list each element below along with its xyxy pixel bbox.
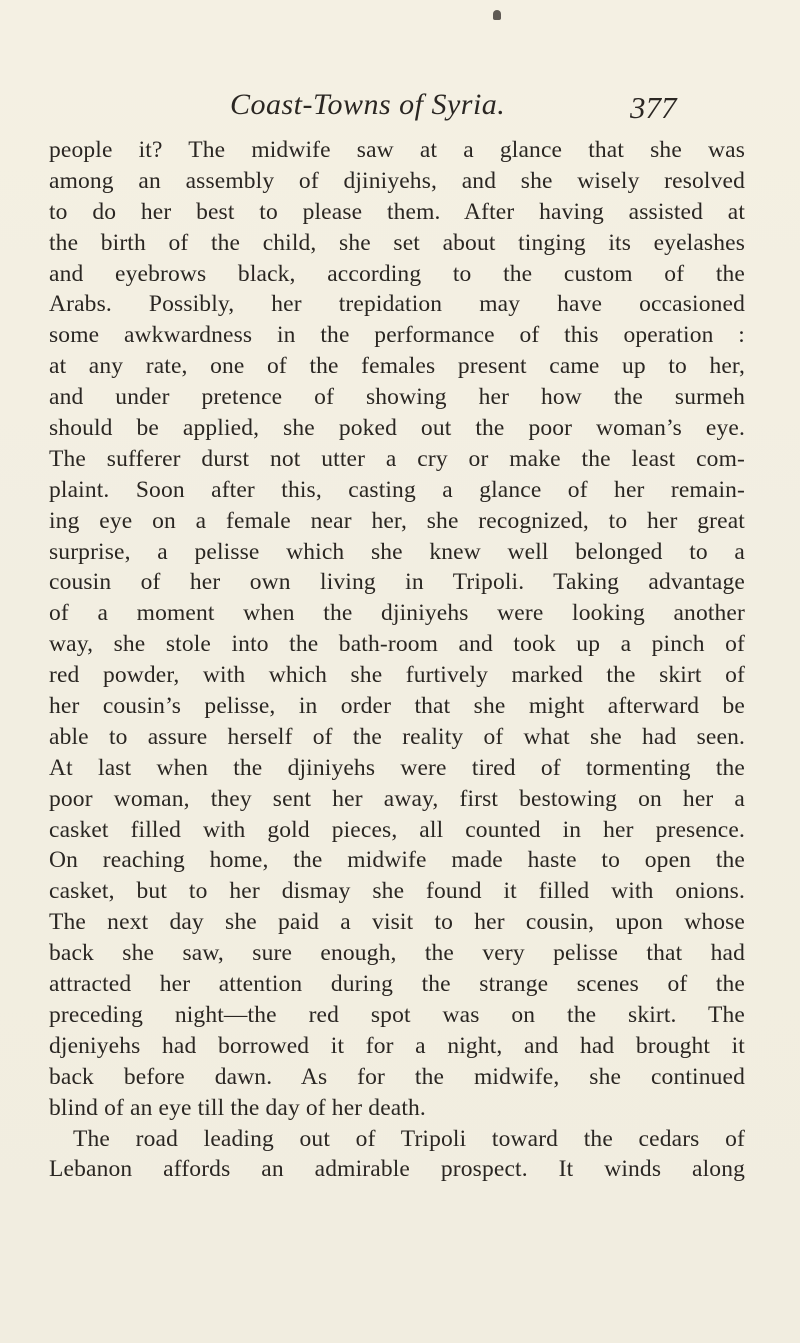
text-line: should be applied, she poked out the poor woman’s eye. — [49, 415, 745, 442]
text-line: surprise, a pelisse which she knew well belonged to a — [49, 538, 745, 565]
paragraph-start-line: The road leading out of Tripoli toward the cedars of — [73, 1125, 745, 1152]
text-line: able to assure herself of the reality of what she had seen. — [49, 723, 745, 750]
text-line: back before dawn. As for the midwife, she continued — [49, 1063, 745, 1090]
paragraph-end-line: blind of an eye till the day of her death. — [49, 1094, 426, 1121]
text-line: way, she stole into the bath-room and took up a pinch of — [49, 631, 745, 658]
text-line: to do her best to please them. After having assisted at — [49, 198, 745, 225]
text-line: Arabs. Possibly, her trepidation may have occasioned — [49, 291, 745, 318]
body-text — [49, 135, 745, 1185]
text-line: some awkwardness in the performance of this operation : — [49, 322, 745, 349]
text-line: Lebanon affords an admirable prospect. It winds along — [49, 1156, 745, 1183]
text-line: The sufferer durst not utter a cry or make the least com- — [49, 445, 745, 472]
text-line: casket filled with gold pieces, all counted in her presence. — [49, 816, 745, 843]
text-line: At last when the djiniyehs were tired of tormenting the — [49, 754, 745, 781]
ink-mark — [493, 10, 501, 20]
text-line: the birth of the child, she set about tinging its eyelashes — [49, 229, 745, 256]
text-line: red powder, with which she furtively marked the skirt of — [49, 662, 745, 689]
text-line: people it? The midwife saw at a glance that she was — [49, 137, 745, 163]
text-line: her cousin’s pelisse, in order that she might afterward be — [49, 693, 745, 720]
text-line: cousin of her own living in Tripoli. Taking advantage — [49, 569, 745, 596]
text-line: The next day she paid a visit to her cousin, upon whose — [49, 909, 745, 936]
running-head — [230, 88, 750, 128]
text-line: poor woman, they sent her away, first bestowing on her a — [49, 785, 745, 812]
text-line: plaint. Soon after this, casting a glance of her remain- — [49, 476, 745, 503]
text-line: On reaching home, the midwife made haste to open the — [49, 847, 745, 874]
text-line: at any rate, one of the females present came up to her, — [49, 353, 745, 380]
text-line: preceding night—the red spot was on the skirt. The — [49, 1001, 745, 1028]
text-line: back she saw, sure enough, the very pelisse that had — [49, 940, 745, 967]
text-line: attracted her attention during the strange scenes of the — [49, 971, 745, 998]
running-title: Coast-Towns of Syria. — [230, 88, 506, 121]
page-number: 377 — [630, 90, 677, 125]
text-line: casket, but to her dismay she found it filled with onions. — [49, 878, 745, 905]
text-line: of a moment when the djiniyehs were looking another — [49, 600, 745, 627]
text-line: djeniyehs had borrowed it for a night, and had brought it — [49, 1032, 745, 1059]
text-line: among an assembly of djiniyehs, and she wisely resolved — [49, 167, 745, 194]
text-line: ing eye on a female near her, she recognized, to her great — [49, 507, 745, 534]
text-line: and eyebrows black, according to the custom of the — [49, 260, 745, 287]
text-line: and under pretence of showing her how the surmeh — [49, 384, 745, 411]
